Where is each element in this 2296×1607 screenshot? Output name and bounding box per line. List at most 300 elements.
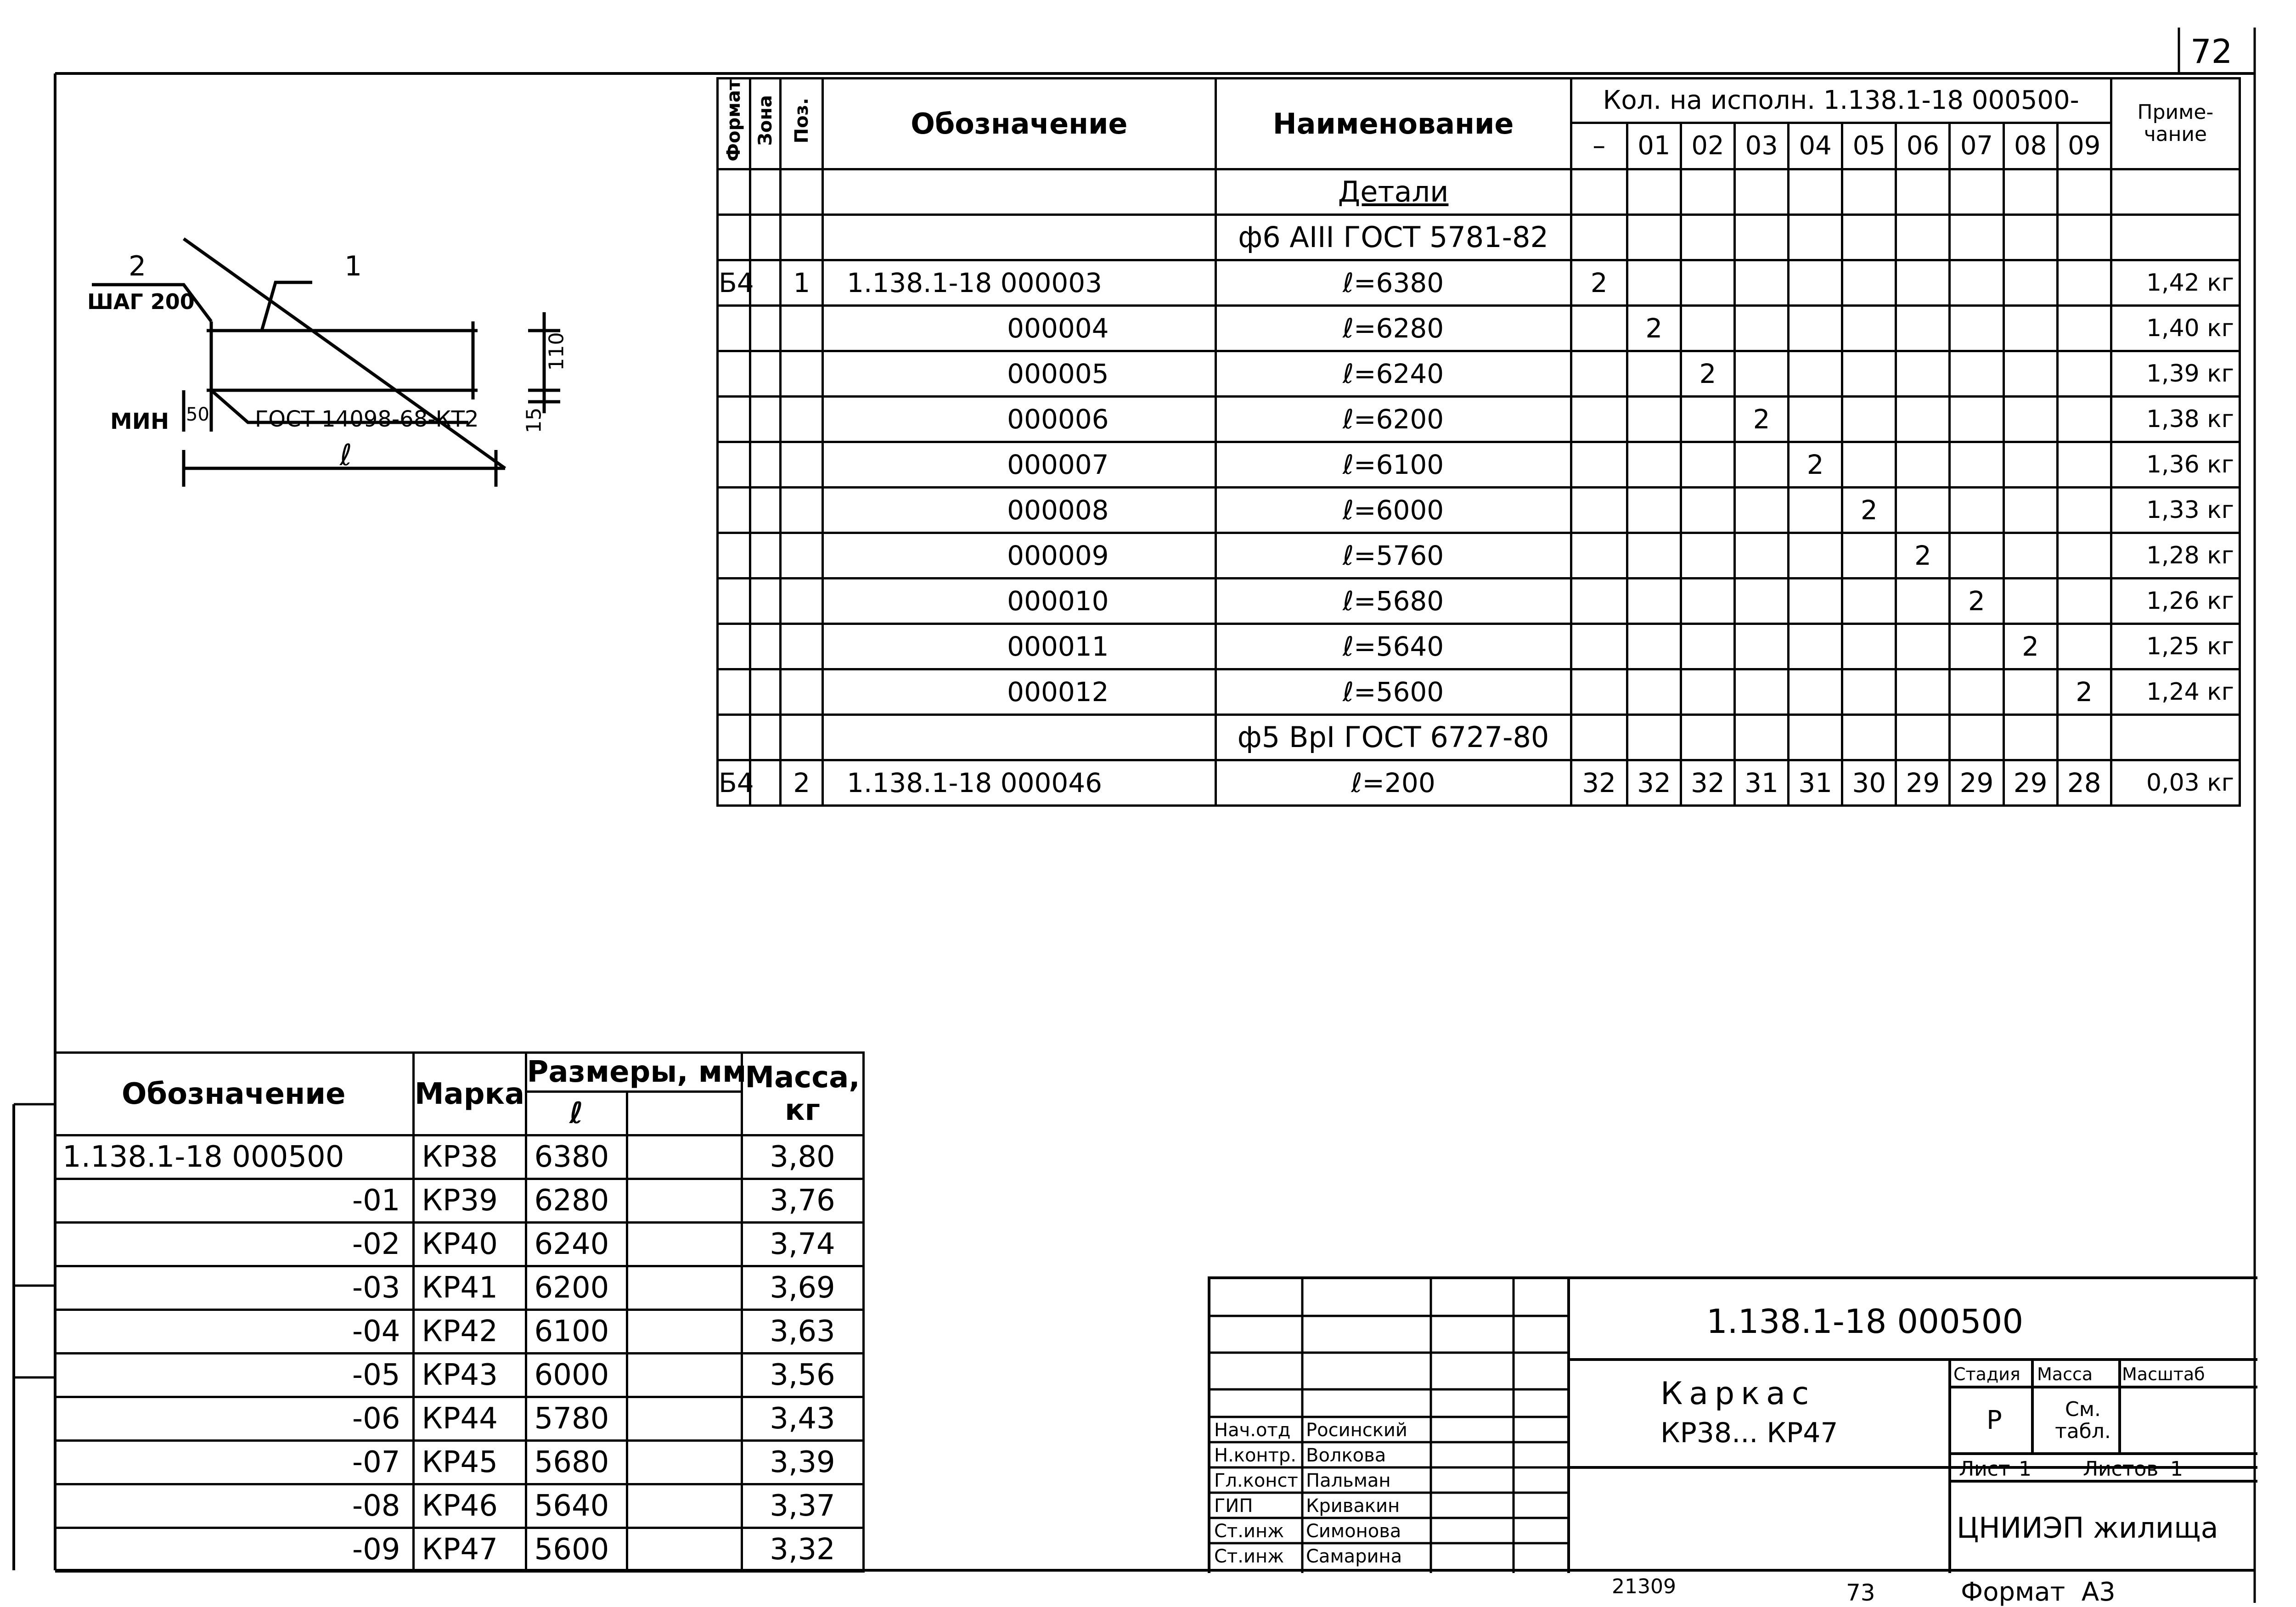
sheets-value: 1	[2170, 1457, 2183, 1481]
table-row	[55, 1135, 863, 1179]
qty-cell: 2	[1842, 487, 1896, 533]
var-mark-cell: КР45	[413, 1441, 526, 1484]
var-mass-cell: 3,32	[742, 1528, 863, 1572]
format-cell: Б4	[718, 760, 750, 805]
signer-row	[1214, 1518, 1435, 1543]
var-empty-cell	[627, 1441, 742, 1484]
doc-code: 1.138.1-18 000500	[1706, 1302, 2024, 1341]
zone-cell	[750, 487, 781, 533]
designation-cell: 000011	[823, 624, 1216, 669]
signer-name: Росинский	[1306, 1420, 1407, 1441]
signer-role: Гл.конст	[1214, 1470, 1298, 1491]
org-name: ЦНИИЭП жилища	[1957, 1511, 2218, 1545]
qty-cell	[1571, 396, 1627, 442]
designation-cell: 000010	[823, 578, 1216, 624]
page-number: 72	[2190, 32, 2233, 71]
qty-cell	[1627, 396, 1681, 442]
qty-cell	[1681, 487, 1734, 533]
table-row	[718, 396, 2240, 442]
qty-cell	[1842, 624, 1896, 669]
qty-cell: 32	[1681, 760, 1734, 805]
designation-cell: 1.138.1-18 000046	[823, 760, 1216, 805]
name-cell: ℓ=6200	[1216, 396, 1571, 442]
scale-label: Масштаб	[2122, 1364, 2205, 1384]
var-designation-cell: 1.138.1-18 000500	[55, 1135, 413, 1179]
mass-label: Масса	[2037, 1364, 2093, 1384]
name-cell: ℓ=6000	[1216, 487, 1571, 533]
qty-cell	[2057, 442, 2111, 487]
note-cell: 1,38 кг	[2111, 396, 2240, 442]
sketch-length: ℓ	[340, 438, 352, 472]
note-cell: 1,42 кг	[2111, 260, 2240, 305]
qty-cell	[1896, 669, 1950, 714]
signer-role: ГИП	[1214, 1495, 1253, 1517]
table-row	[718, 533, 2240, 578]
name-cell: ℓ=6100	[1216, 442, 1571, 487]
format-cell	[718, 669, 750, 714]
var-designation-cell: -06	[55, 1397, 413, 1441]
zone-cell	[750, 442, 781, 487]
note-cell: 1,36 кг	[2111, 442, 2240, 487]
var-col-mark: Марка	[413, 1053, 526, 1135]
qty-cell	[1789, 533, 1842, 578]
designation-cell: 000008	[823, 487, 1216, 533]
steel-grade-2: ф5 ВрI ГОСТ 6727-80	[1216, 714, 1571, 760]
title-line2: КР38... КР47	[1660, 1417, 1838, 1449]
col-pos: Поз.	[781, 79, 823, 169]
table-row	[718, 305, 2240, 351]
zone-cell	[750, 669, 781, 714]
qty-cell	[1842, 396, 1896, 442]
format-cell	[718, 578, 750, 624]
qty-cell	[1950, 396, 2003, 442]
table-row	[718, 487, 2240, 533]
var-empty-cell	[627, 1354, 742, 1397]
qty-cell	[1896, 351, 1950, 396]
var-designation-cell: -03	[55, 1266, 413, 1310]
qty-cell	[1681, 669, 1734, 714]
sheets-label: Листов	[2083, 1457, 2159, 1481]
qty-cell: 29	[1896, 760, 1950, 805]
sketch-dim-110: 110	[545, 332, 568, 371]
signer-row	[1214, 1417, 1435, 1442]
var-empty-cell	[627, 1528, 742, 1572]
stage-label: Стадия	[1953, 1364, 2020, 1384]
table-row	[55, 1266, 863, 1310]
col-name: Наименование	[1216, 79, 1571, 169]
var-mark-cell: КР40	[413, 1223, 526, 1266]
designation-cell: 000005	[823, 351, 1216, 396]
qty-cell: 32	[1571, 760, 1627, 805]
designation-cell: 000009	[823, 533, 1216, 578]
qty-cell	[1896, 305, 1950, 351]
var-l-cell: 6200	[526, 1266, 627, 1310]
var-col-l: ℓ	[526, 1092, 627, 1135]
pos-cell	[781, 624, 823, 669]
pos-cell	[781, 533, 823, 578]
qty-cell	[1627, 669, 1681, 714]
signer-name: Самарина	[1306, 1546, 1402, 1567]
var-designation-cell: -08	[55, 1484, 413, 1528]
qty-cell	[1735, 487, 1789, 533]
qty-cell	[2003, 442, 2057, 487]
qty-cell	[1735, 578, 1789, 624]
var-l-cell: 5640	[526, 1484, 627, 1528]
pos-cell: 1	[781, 260, 823, 305]
table-row	[55, 1441, 863, 1484]
format-cell	[718, 396, 750, 442]
var-empty-cell	[627, 1397, 742, 1441]
qty-cell	[1896, 624, 1950, 669]
qty-cell: 2	[2057, 669, 2111, 714]
table-row	[718, 351, 2240, 396]
table-row	[55, 1354, 863, 1397]
qty-cell: 31	[1735, 760, 1789, 805]
qty-cell	[1735, 533, 1789, 578]
var-mass-cell: 3,74	[742, 1223, 863, 1266]
qty-cell	[1571, 442, 1627, 487]
qty-cell	[1571, 624, 1627, 669]
signer-row	[1214, 1467, 1435, 1493]
var-mass-cell: 3,69	[742, 1266, 863, 1310]
table-row	[55, 1397, 863, 1441]
note-cell: 0,03 кг	[2111, 760, 2240, 805]
sketch-min: МИН	[110, 409, 169, 434]
table-row	[55, 1223, 863, 1266]
sketch-min-dim: 50	[186, 404, 209, 425]
qty-cell	[1896, 260, 1950, 305]
sheet-label: Лист	[1959, 1457, 2010, 1481]
table-row	[718, 578, 2240, 624]
qty-cell	[1735, 442, 1789, 487]
format-cell	[718, 442, 750, 487]
qty-cell	[1681, 533, 1734, 578]
qty-cell	[1789, 260, 1842, 305]
pos-cell	[781, 487, 823, 533]
var-col-mass: Масса, кг	[742, 1053, 863, 1135]
qty-cell	[2057, 624, 2111, 669]
designation-cell: 000007	[823, 442, 1216, 487]
qty-cell	[1789, 578, 1842, 624]
qty-cell	[1950, 260, 2003, 305]
table-row	[718, 669, 2240, 714]
qty-cell	[1571, 351, 1627, 396]
variant-header-cell: 01	[1627, 123, 1681, 169]
qty-cell	[1789, 669, 1842, 714]
var-designation-cell: -09	[55, 1528, 413, 1572]
qty-cell	[1735, 351, 1789, 396]
qty-cell: 32	[1627, 760, 1681, 805]
var-l-cell: 5680	[526, 1441, 627, 1484]
format-cell	[718, 305, 750, 351]
table-row	[718, 624, 2240, 669]
var-mark-cell: КР42	[413, 1310, 526, 1354]
pos-cell: 2	[781, 760, 823, 805]
qty-cell	[1842, 533, 1896, 578]
var-col-designation: Обозначение	[55, 1053, 413, 1135]
var-empty-cell	[627, 1179, 742, 1223]
var-designation-cell: -07	[55, 1441, 413, 1484]
signers-list	[1214, 1417, 1435, 1568]
var-mark-cell: КР39	[413, 1179, 526, 1223]
zone-cell	[750, 533, 781, 578]
variant-header-cell: 06	[1896, 123, 1950, 169]
table-row	[55, 1310, 863, 1354]
variants-table	[55, 1051, 865, 1573]
variant-header-cell: 08	[2003, 123, 2057, 169]
variant-header-cell: 02	[1681, 123, 1734, 169]
signer-name: Пальман	[1306, 1470, 1391, 1491]
qty-cell	[1789, 487, 1842, 533]
qty-cell	[1950, 533, 2003, 578]
inv-number: 21309	[1612, 1575, 1676, 1598]
sketch-pos1: 1	[344, 250, 362, 282]
qty-cell	[1842, 578, 1896, 624]
qty-cell	[1842, 669, 1896, 714]
qty-cell	[1681, 578, 1734, 624]
var-mass-cell: 3,37	[742, 1484, 863, 1528]
var-mass-cell: 3,39	[742, 1441, 863, 1484]
qty-cell: 2	[1789, 442, 1842, 487]
table-row	[718, 442, 2240, 487]
qty-cell	[1627, 351, 1681, 396]
qty-cell: 30	[1842, 760, 1896, 805]
var-mark-cell: КР43	[413, 1354, 526, 1397]
col-format: Формат	[718, 79, 750, 169]
col-designation: Обозначение	[823, 79, 1216, 169]
signer-name: Волкова	[1306, 1445, 1386, 1466]
name-cell: ℓ=5640	[1216, 624, 1571, 669]
pos-cell	[781, 669, 823, 714]
sketch-weld: ГОСТ 14098-68-КТ2	[255, 406, 479, 432]
qty-cell: 2	[1896, 533, 1950, 578]
note-cell: 1,26 кг	[2111, 578, 2240, 624]
qty-cell	[1627, 487, 1681, 533]
page-bottom: 73	[1846, 1579, 1875, 1606]
steel-grade-1: ф6 АIII ГОСТ 5781-82	[1216, 214, 1571, 260]
var-l-cell: 6380	[526, 1135, 627, 1179]
var-mark-cell: КР47	[413, 1528, 526, 1572]
signer-row	[1214, 1543, 1435, 1568]
note-cell: 1,24 кг	[2111, 669, 2240, 714]
qty-cell	[2003, 351, 2057, 396]
variant-header-cell: 04	[1789, 123, 1842, 169]
zone-cell	[750, 351, 781, 396]
stage-value: Р	[1986, 1405, 2002, 1435]
var-l-cell: 5600	[526, 1528, 627, 1572]
qty-cell	[2003, 533, 2057, 578]
sketch-step: ШАГ 200	[87, 289, 195, 314]
qty-cell: 2	[1627, 305, 1681, 351]
signer-role: Н.контр.	[1214, 1445, 1296, 1466]
var-empty-cell	[627, 1223, 742, 1266]
pos-cell	[781, 442, 823, 487]
qty-cell	[1842, 260, 1896, 305]
qty-cell: 2	[1950, 578, 2003, 624]
qty-cell	[2003, 669, 2057, 714]
table-row	[55, 1528, 863, 1572]
qty-cell	[1627, 533, 1681, 578]
qty-cell	[1789, 624, 1842, 669]
var-mark-cell: КР46	[413, 1484, 526, 1528]
var-mass-cell: 3,63	[742, 1310, 863, 1354]
note-cell: 1,33 кг	[2111, 487, 2240, 533]
variant-header-cell: 05	[1842, 123, 1896, 169]
qty-cell	[2057, 305, 2111, 351]
qty-cell	[1950, 442, 2003, 487]
qty-cell	[1735, 260, 1789, 305]
name-cell: ℓ=5760	[1216, 533, 1571, 578]
qty-cell	[1681, 305, 1734, 351]
signer-name: Кривакин	[1306, 1495, 1400, 1517]
variant-header-cell: –	[1571, 123, 1627, 169]
mass-value: См. табл.	[2055, 1398, 2111, 1444]
qty-cell	[2057, 487, 2111, 533]
qty-cell: 29	[1950, 760, 2003, 805]
var-l-cell: 6000	[526, 1354, 627, 1397]
designation-cell: 000006	[823, 396, 1216, 442]
signer-role: Ст.инж	[1214, 1521, 1284, 1542]
qty-cell	[2003, 578, 2057, 624]
qty-cell: 2	[1681, 351, 1734, 396]
designation-cell: 000004	[823, 305, 1216, 351]
var-empty-cell	[627, 1484, 742, 1528]
qty-cell	[1950, 487, 2003, 533]
qty-cell	[1735, 624, 1789, 669]
variant-header-cell: 09	[2057, 123, 2111, 169]
qty-cell	[2057, 578, 2111, 624]
qty-cell	[1896, 396, 1950, 442]
var-mass-cell: 3,43	[742, 1397, 863, 1441]
format-cell	[718, 533, 750, 578]
name-cell: ℓ=6280	[1216, 305, 1571, 351]
qty-cell	[1571, 305, 1627, 351]
var-l-cell: 6100	[526, 1310, 627, 1354]
var-col-sizes: Размеры, мм	[526, 1053, 742, 1092]
qty-cell	[1571, 578, 1627, 624]
name-cell: ℓ=5680	[1216, 578, 1571, 624]
format-label: Формат А3	[1961, 1577, 2116, 1607]
qty-cell	[1950, 669, 2003, 714]
qty-cell	[2057, 351, 2111, 396]
qty-cell	[1681, 396, 1734, 442]
name-cell: ℓ=6380	[1216, 260, 1571, 305]
qty-cell	[1950, 305, 2003, 351]
zone-cell	[750, 260, 781, 305]
note-cell: 1,25 кг	[2111, 624, 2240, 669]
sketch-pos2: 2	[129, 250, 146, 282]
signer-role: Нач.отд	[1214, 1420, 1291, 1441]
zone-cell	[750, 624, 781, 669]
var-l-cell: 5780	[526, 1397, 627, 1441]
var-mass-cell: 3,56	[742, 1354, 863, 1397]
qty-cell	[2003, 487, 2057, 533]
variant-header-cell: 07	[1950, 123, 2003, 169]
signer-name: Симонова	[1306, 1521, 1401, 1542]
designation-cell: 1.138.1-18 000003	[823, 260, 1216, 305]
name-cell: ℓ=200	[1216, 760, 1571, 805]
table-row	[55, 1179, 863, 1223]
qty-cell	[1681, 260, 1734, 305]
format-cell	[718, 351, 750, 396]
variant-header-cell: 03	[1735, 123, 1789, 169]
qty-cell: 28	[2057, 760, 2111, 805]
zone-cell	[750, 396, 781, 442]
var-l-cell: 6240	[526, 1223, 627, 1266]
qty-cell	[1571, 669, 1627, 714]
qty-cell: 2	[1571, 260, 1627, 305]
table-row	[718, 260, 2240, 305]
qty-cell	[1627, 260, 1681, 305]
qty-cell: 2	[2003, 624, 2057, 669]
qty-cell	[2003, 305, 2057, 351]
qty-cell	[2057, 533, 2111, 578]
signer-row	[1214, 1442, 1435, 1467]
format-cell: Б4	[718, 260, 750, 305]
var-designation-cell: -04	[55, 1310, 413, 1354]
specification-table	[716, 77, 2241, 807]
qty-cell	[1842, 351, 1896, 396]
zone-cell	[750, 578, 781, 624]
section-details: Детали	[1216, 169, 1571, 214]
var-mark-cell: КР38	[413, 1135, 526, 1179]
note-cell: 1,39 кг	[2111, 351, 2240, 396]
sketch-dim-15: 15	[522, 407, 546, 433]
format-cell	[718, 487, 750, 533]
qty-cell	[1842, 305, 1896, 351]
zone-cell	[750, 760, 781, 805]
qty-cell	[1627, 624, 1681, 669]
table-row	[55, 1484, 863, 1528]
note-cell: 1,28 кг	[2111, 533, 2240, 578]
format-cell	[718, 624, 750, 669]
qty-cell	[2057, 396, 2111, 442]
qty-cell	[1842, 442, 1896, 487]
pos-cell	[781, 305, 823, 351]
note-cell: 1,40 кг	[2111, 305, 2240, 351]
qty-cell	[1681, 442, 1734, 487]
var-empty-cell	[627, 1135, 742, 1179]
col-qty: Кол. на исполн. 1.138.1-18 000500-	[1571, 79, 2111, 123]
qty-cell	[2057, 260, 2111, 305]
qty-cell	[1789, 351, 1842, 396]
qty-cell	[1735, 305, 1789, 351]
qty-cell	[1950, 624, 2003, 669]
col-note: Приме-чание	[2111, 79, 2240, 169]
var-mark-cell: КР41	[413, 1266, 526, 1310]
qty-cell	[2003, 396, 2057, 442]
signer-row	[1214, 1493, 1435, 1518]
name-cell: ℓ=5600	[1216, 669, 1571, 714]
col-zone: Зона	[750, 79, 781, 169]
pos-cell	[781, 396, 823, 442]
qty-cell	[1896, 578, 1950, 624]
qty-cell	[2003, 260, 2057, 305]
var-designation-cell: -01	[55, 1179, 413, 1223]
name-cell: ℓ=6240	[1216, 351, 1571, 396]
qty-cell	[1627, 578, 1681, 624]
var-designation-cell: -05	[55, 1354, 413, 1397]
qty-cell	[1571, 533, 1627, 578]
designation-cell: 000012	[823, 669, 1216, 714]
title-line1: Каркас	[1660, 1376, 1816, 1412]
qty-cell	[1571, 487, 1627, 533]
signer-role: Ст.инж	[1214, 1546, 1284, 1567]
sheet-value: 1	[2019, 1457, 2032, 1481]
qty-cell: 2	[1735, 396, 1789, 442]
qty-cell: 31	[1789, 760, 1842, 805]
qty-cell: 29	[2003, 760, 2057, 805]
